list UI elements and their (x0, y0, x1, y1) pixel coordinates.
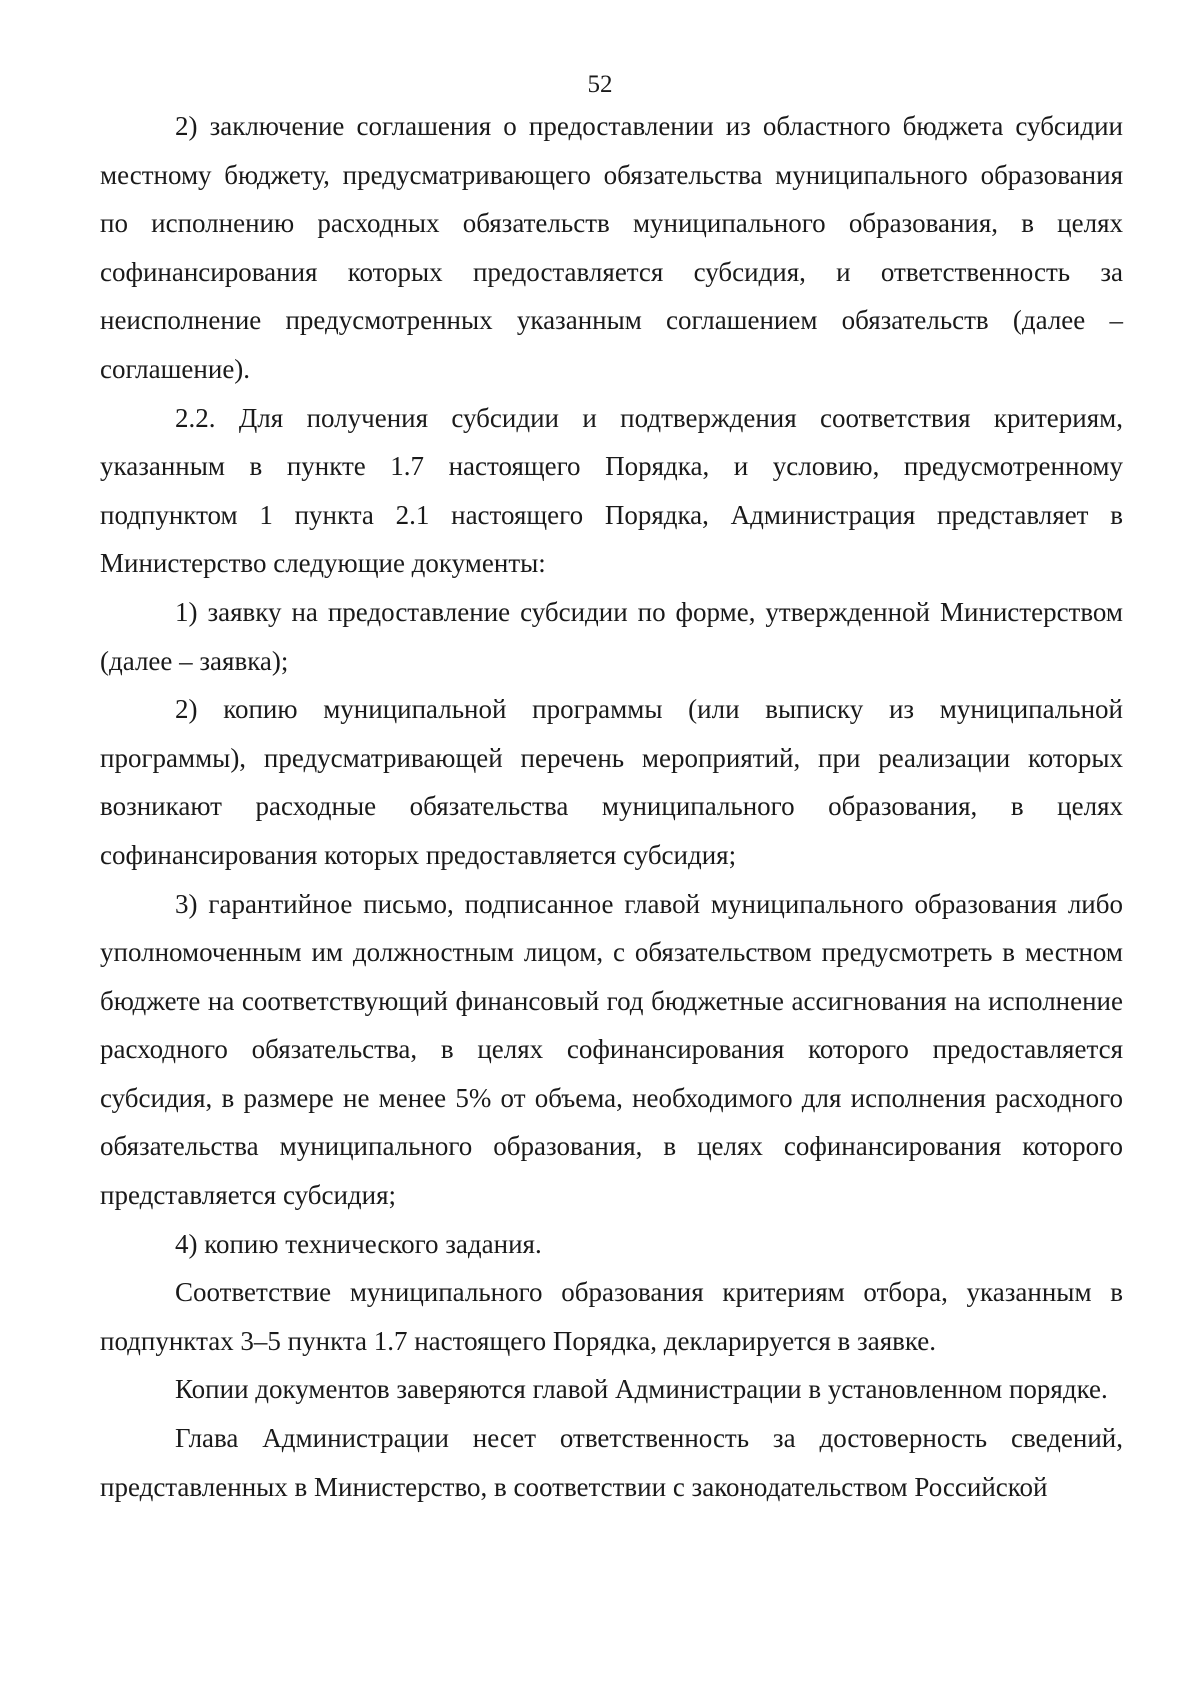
paragraph-item-guarantee-letter: 3) гарантийное письмо, подписанное главой муниципального образования либо уполномоченным им должностным лицом, с обязательством предусмотреть в местном бюджете на соответствующий финансовый год бюджетные ассигнования на исполнение расходного обязательства, в целях софинансирования которого предоставляется субсидия, в размере не менее 5% от объема, необходимого для исполнения расходного обязательства муниципального образования, в целях софинансирования которого представляется субсидия; (100, 888, 1123, 1211)
document-body (100, 102, 1123, 1511)
paragraph-documents-required: 2.2. Для получения субсидии и подтверждения соответствия критериям, указанным в пункте 1.7 настоящего Порядка, и условию, предусмотренному подпунктом 1 пункта 2.1 настоящего Порядка, Администрация представляет в Министерство следующие документы: (100, 402, 1123, 579)
paragraph-item-application: 1) заявку на предоставление субсидии по форме, утвержденной Министерством (далее – заявка); (100, 596, 1123, 676)
paragraph-criteria-declaration: Соответствие муниципального образования критериям отбора, указанным в подпунктах 3–5 пункта 1.7 настоящего Порядка, декларируется в заявке. (100, 1277, 1123, 1356)
paragraph-head-responsibility: Глава Администрации несет ответственность за достоверность сведений, представленных в Министерство, в соответствии с законодательством Российской (100, 1423, 1123, 1502)
paragraph-item-technical-task: 4) копию технического задания. (175, 1228, 542, 1259)
page-number: 52 (587, 71, 613, 98)
paragraph-copies-certification: Копии документов заверяются главой Администрации в установленном порядке. (175, 1374, 1108, 1405)
paragraph-agreement-conclusion: 2) заключение соглашения о предоставлении из областного бюджета субсидии местному бюджету, предусматривающего обязательства муниципального образования по исполнению расходных обязательств муниципального образования, в целях софинансирования которых предоставляется субсидия, и ответственность за неисполнение предусмотренных указанным соглашением обязательств (далее – соглашение). (100, 111, 1123, 384)
paragraph-item-program-copy: 2) копию муниципальной программы (или выписку из муниципальной программы), предусматривающей перечень мероприятий, при реализации которых возникают расходные обязательства муниципального образования, в целях софинансирования которых предоставляется субсидия; (100, 694, 1123, 870)
